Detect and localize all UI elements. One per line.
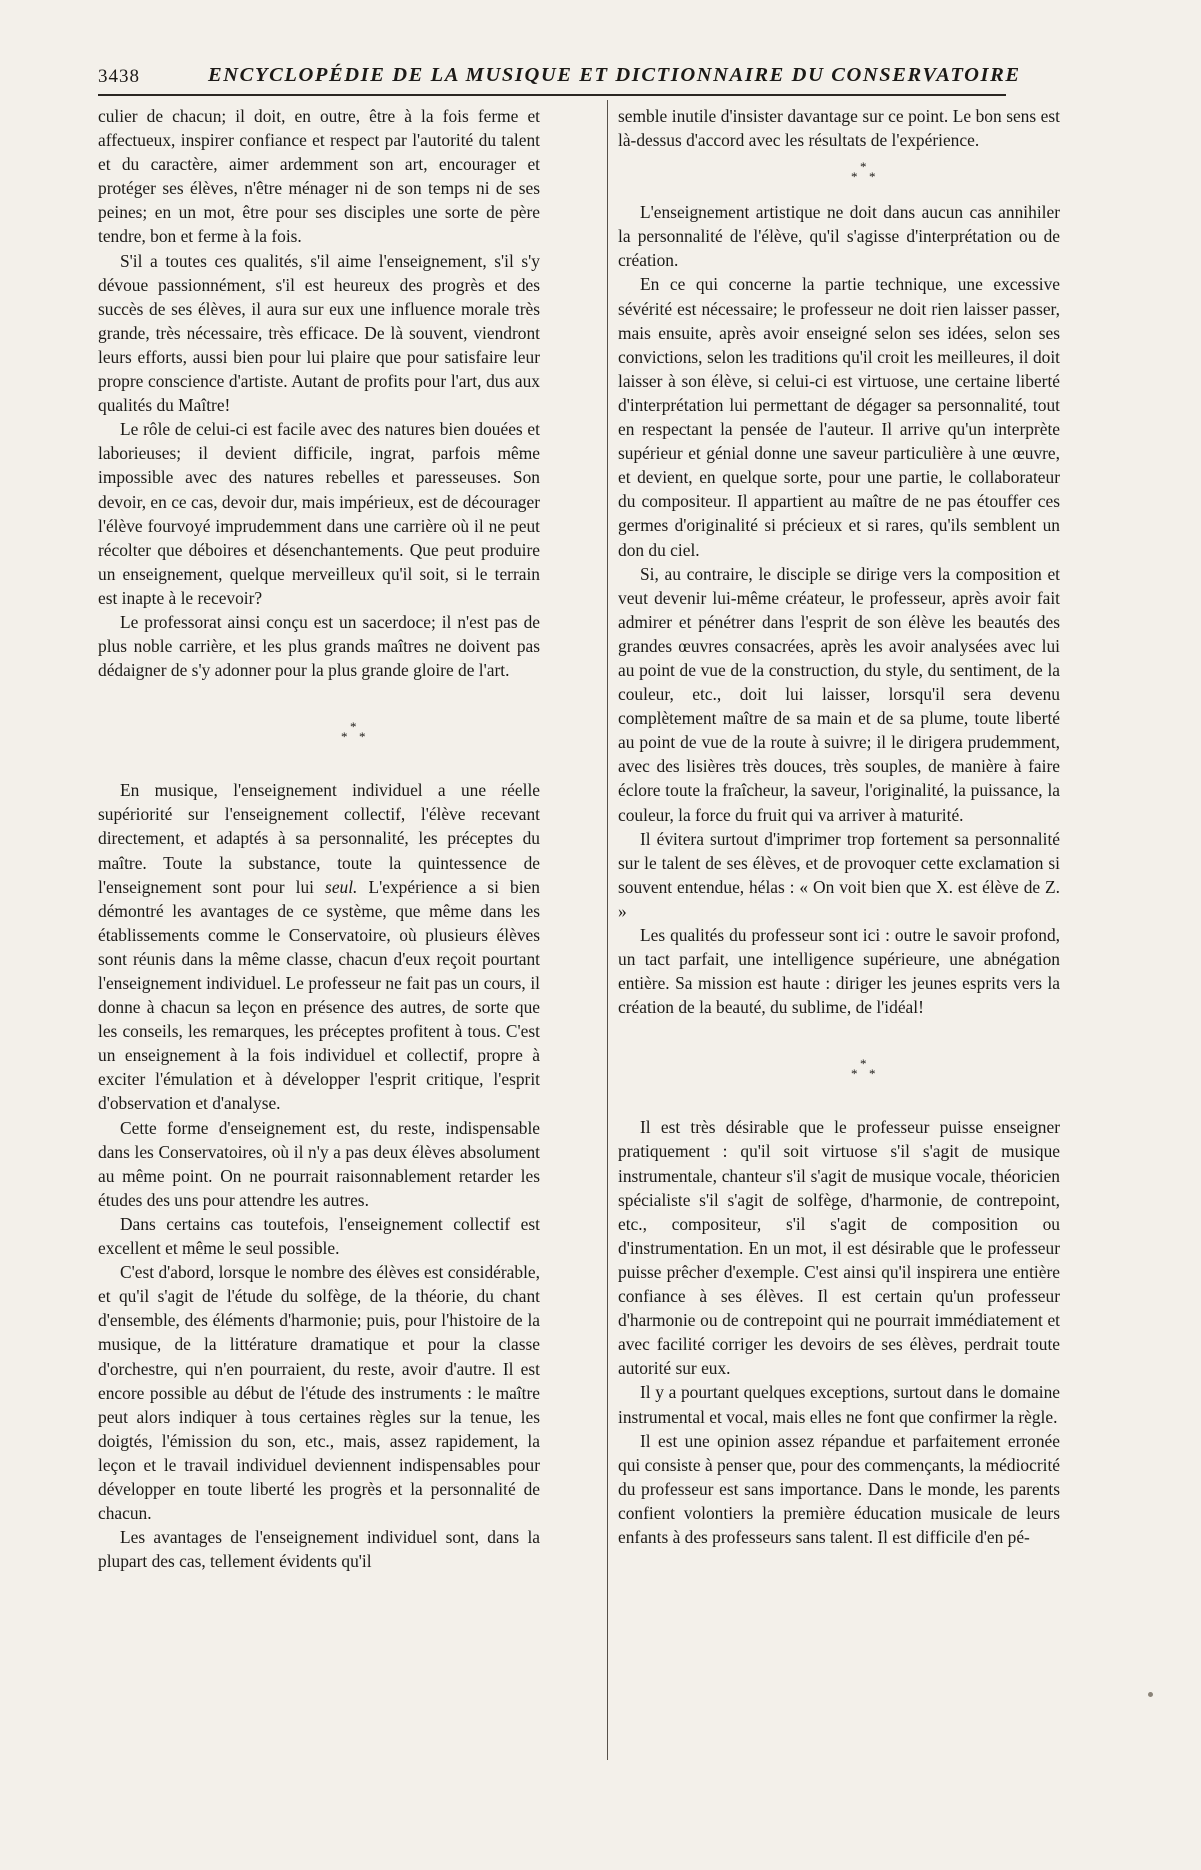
paragraph: Le professorat ainsi conçu est un sacerdoce; il n'est pas de plus noble carrière, et les plus grands maîtres ne doivent pas dédaigner de s'y adonner pour la plus grande gloire de l'art. bbox=[98, 611, 540, 681]
separator-star: * bbox=[341, 729, 348, 745]
section-separator bbox=[618, 152, 1060, 200]
separator-star: * bbox=[869, 1066, 876, 1082]
separator-star: * bbox=[359, 729, 366, 745]
section-separator bbox=[618, 1019, 1060, 1115]
paragraph: Il évitera surtout d'imprimer trop fortement sa personnalité sur le talent de ses élèves, et de provoquer cette exclamation si souvent entendue, hélas : « On voit bien que X. est élève de Z. » bbox=[618, 828, 1060, 921]
right-column bbox=[618, 104, 1060, 1549]
separator-star: * bbox=[350, 719, 357, 735]
paragraph bbox=[98, 778, 540, 1115]
running-title: ENCYCLOPÉDIE DE LA MUSIQUE ET DICTIONNAIRE DU CONSERVATOIRE bbox=[208, 64, 1021, 86]
separator-star: * bbox=[851, 1066, 858, 1082]
separator-star: * bbox=[851, 169, 858, 185]
paragraph: culier de chacun; il doit, en outre, être à la fois ferme et affectueux, inspirer confiance et respect par l'autorité du talent et du caractère, aimer ardemment son art, encourager et protéger ses élèves, n'être ménager ni de son temps ni de ses peines; en un mot, être pour ses disciples une sorte de père tendre, bon et ferme à la fois. bbox=[98, 106, 540, 247]
paragraph: Cette forme d'enseignement est, du reste, indispensable dans les Conservatoires, où il n'y a pas deux élèves absolument au même point. On ne pourrait raisonnablement retarder les études des uns pour attendre les autres. bbox=[98, 1117, 540, 1210]
paragraph: Les qualités du professeur sont ici : outre le savoir profond, un tact parfait, une intelligence supérieure, une abnégation entière. Sa mission est haute : diriger les jeunes esprits vers la création de la beauté, du sublime, de l'idéal! bbox=[618, 925, 1060, 1018]
paragraph: Il est une opinion assez répandue et parfaitement erronée qui consiste à penser que, pour des commençants, la médiocrité du professeur est sans importance. Dans le monde, les parents confient volontiers la première éducation musicale de leurs enfants à des professeurs sans talent. Il est difficile d'en pé- bbox=[618, 1430, 1060, 1547]
separator-star: * bbox=[869, 169, 876, 185]
paragraph: L'enseignement artistique ne doit dans aucun cas annihiler la personnalité de l'élève, qu'il s'agisse d'interprétation ou de création. bbox=[618, 202, 1060, 271]
separator-star: * bbox=[860, 159, 867, 175]
paragraph: Dans certains cas toutefois, l'enseignement collectif est excellent et même le seul possible. bbox=[98, 1213, 540, 1259]
paragraph: semble inutile d'insister davantage sur ce point. Le bon sens est là-dessus d'accord avec les résultats de l'expérience. bbox=[618, 106, 1060, 151]
paragraph: Le rôle de celui-ci est facile avec des natures bien douées et laborieuses; il devient difficile, ingrat, parfois même impossible avec des natures rebelles et paresseuses. Son devoir, en ce cas, devoir dur, mais impérieux, est de décourager l'élève fourvoyé imprudemment dans une carrière où il ne peut récolter que déboires et désenchantements. Que peut produire un enseignement, quelque merveilleux qu'il soit, si le terrain est inapte à le recevoir? bbox=[98, 419, 540, 608]
paragraph: Les avantages de l'enseignement individuel sont, dans la plupart des cas, tellement évidents qu'il bbox=[98, 1527, 540, 1572]
paragraph: Il est très désirable que le professeur puisse enseigner pratiquement : qu'il soit virtuose s'il s'agit de musique instrumentale, chanteur s'il s'agit de musique vocale, théoricien spécialiste s'il s'agit de solfège, d'harmonie, de contrepoint, etc., compositeur, s'il s'agit de composition ou d'instrumentation. En un mot, il est désirable que le professeur puisse prêcher d'exemple. C'est ainsi qu'il inspirera une entière confiance à ses élèves. Il est certain qu'un professeur d'harmonie ou de contrepoint qui ne pourrait immédiatement et avec facilité corriger les devoirs de ses élèves, perdrait toute autorité sur eux. bbox=[618, 1117, 1060, 1379]
paper-speck bbox=[1148, 1692, 1153, 1697]
paragraph: En ce qui concerne la partie technique, une excessive sévérité est nécessaire; le professeur ne doit rien laisser passer, mais ensuite, après avoir enseigné selon ses idées, selon ses convictions, selon les traditions qu'il croit les meilleures, il doit laisser à son élève, si celui-ci est virtuose, une certaine liberté d'interprétation lui permettant de dégager sa personnalité, tout en respectant la pensée de l'auteur. Il arrive qu'un interprète supérieur et génial donne une saveur particulière à une œuvre, et devient, en quelque sorte, pour une partie, le collaborateur du compositeur. Il appartient au maître de ne pas étouffer ces germes d'originalité si précieux et si rares, qu'ils semblent un don du ciel. bbox=[618, 274, 1060, 560]
section-separator bbox=[98, 682, 540, 778]
left-column bbox=[98, 104, 540, 1573]
emphasis: seul. bbox=[325, 876, 358, 897]
paragraph: Il y a pourtant quelques exceptions, surtout dans le domaine instrumental et vocal, mais elles ne font que confirmer la règle. bbox=[618, 1382, 1060, 1427]
separator-star: * bbox=[860, 1056, 867, 1072]
paragraph-text: L'expérience a si bien démontré les avantages de ce système, que même dans les établissements comme le Conservatoire, où plusieurs élèves sont réunis dans la même classe, chacun d'eux reçoit pourtant l'enseignement individuel. Le professeur ne fait pas un cours, il donne à chacun sa leçon en présence des autres, de sorte que les conseils, les remarques, les préceptes profitent à tous. C'est un enseignement à la fois individuel et collectif, propre à exciter l'émulation et à développer l'esprit critique, l'esprit d'observation et d'analyse. bbox=[98, 876, 540, 1114]
column-divider bbox=[607, 100, 608, 1760]
paragraph-text: En musique, l'enseignement individuel a une réelle supériorité sur l'enseignement collectif, l'élève recevant directement, et adaptés à sa personnalité, les préceptes du maître. Toute la substance, toute la quintessence de l'enseignement sont pour lui bbox=[98, 780, 540, 897]
page-number: 3438 bbox=[98, 66, 140, 87]
paragraph: S'il a toutes ces qualités, s'il aime l'enseignement, s'il s'y dévoue passionnément, s'il est heureux des progrès et des succès de ses élèves, il aura sur eux une influence morale très grande, très nécessaire, très efficace. De là souvent, viendront leurs efforts, aussi bien pour lui plaire que pour satisfaire leur propre conscience d'artiste. Autant de profits pour l'art, dus aux qualités du Maître! bbox=[98, 250, 540, 416]
paragraph: Si, au contraire, le disciple se dirige vers la composition et veut devenir lui-même créateur, le professeur, après avoir fait admirer et pénétrer dans l'esprit de son élève les beautés des grandes œuvres consacrées, après les avoir analysées avec lui au point de vue de la construction, du style, du sentiment, de la couleur, etc., doit lui laisser, lorsqu'il sera devenu complètement maître de sa main et de sa plume, toute liberté au point de vue de la route à suivre; il le dirigera prudemment, avec des lisières très douces, très souples, de manière à faire éclore toute la fraîcheur, la saveur, l'originalité, la puissance, la couleur, la force du fruit qui va arriver à maturité. bbox=[618, 563, 1060, 825]
paragraph: C'est d'abord, lorsque le nombre des élèves est considérable, et qu'il s'agit de l'étude du solfège, de la théorie, du chant d'ensemble, des éléments d'harmonie; puis, pour l'histoire de la musique, de la littérature dramatique et pour la classe d'orchestre, qui n'en pourraient, du reste, avoir d'autre. Il est encore possible au début de l'étude des instruments : le maître peut alors indiquer à tous certaines règles sur la tenue, les doigtés, l'émission du son, etc., mais, assez rapidement, la leçon et le travail individuel deviennent indispensables pour développer en toute liberté les progrès et la personnalité de chacun. bbox=[98, 1262, 540, 1524]
page-header bbox=[98, 60, 1021, 96]
header-rule bbox=[98, 94, 1006, 96]
